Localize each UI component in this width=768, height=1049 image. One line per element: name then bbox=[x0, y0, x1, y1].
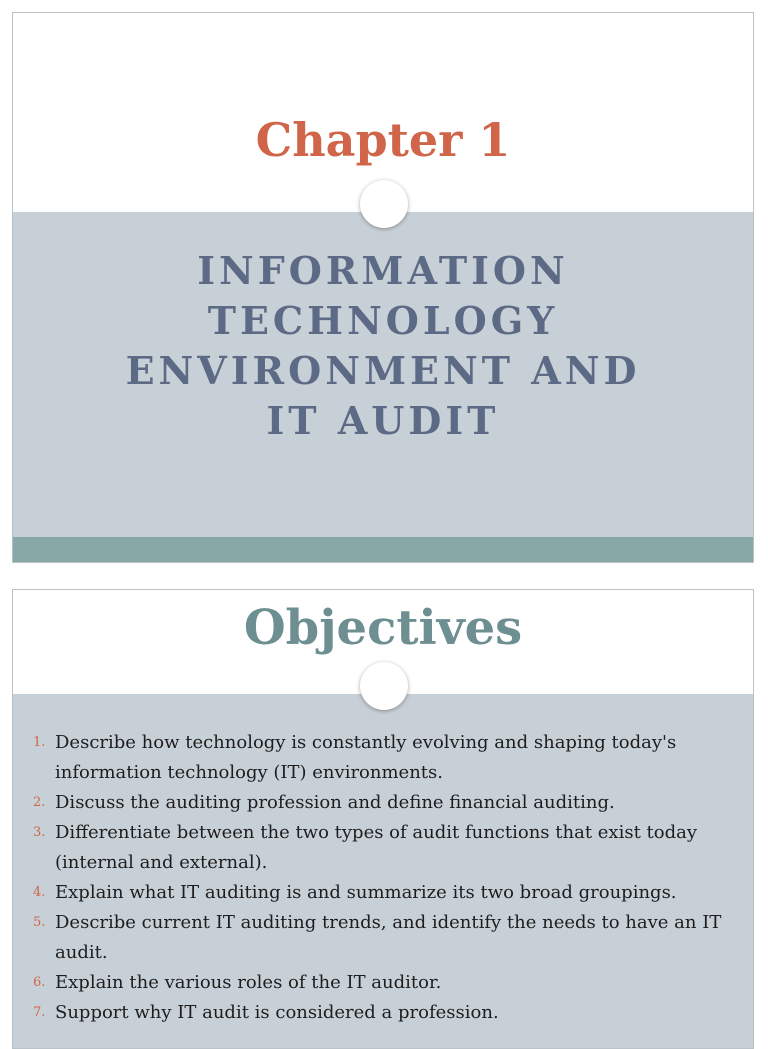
list-item bbox=[13, 728, 753, 788]
list-item bbox=[13, 908, 753, 968]
subtitle-line: TECHNOLOGY bbox=[207, 298, 559, 343]
divider-circle bbox=[360, 180, 408, 228]
list-item-text: Discuss the auditing profession and define financial auditing. bbox=[55, 792, 615, 813]
list-number: 6. bbox=[33, 975, 46, 990]
list-item bbox=[13, 788, 753, 818]
objectives-list bbox=[13, 728, 753, 1028]
list-item-text: Explain what IT auditing is and summarize its two broad groupings. bbox=[55, 882, 677, 903]
divider-circle bbox=[360, 662, 408, 710]
subtitle-line: IT AUDIT bbox=[266, 398, 500, 443]
slide-title: Objectives bbox=[243, 600, 523, 656]
slide-subtitle bbox=[13, 246, 753, 446]
list-item-text: Explain the various roles of the IT auditor. bbox=[55, 972, 442, 993]
slide-footer-bar bbox=[13, 537, 753, 563]
list-number: 3. bbox=[33, 825, 46, 840]
list-number: 2. bbox=[33, 795, 46, 810]
list-number: 1. bbox=[33, 735, 46, 750]
list-item bbox=[13, 878, 753, 908]
subtitle-line: INFORMATION bbox=[197, 248, 569, 293]
list-item-text: Support why IT audit is considered a profession. bbox=[55, 1002, 499, 1023]
list-number: 4. bbox=[33, 885, 46, 900]
list-number: 7. bbox=[33, 1005, 46, 1020]
slide-title: Chapter 1 bbox=[255, 113, 511, 167]
list-item-text: Describe current IT auditing trends, and identify the needs to have an IT audit. bbox=[55, 912, 722, 963]
slide-objectives bbox=[12, 589, 754, 1049]
list-item bbox=[13, 818, 753, 878]
list-item-text: Describe how technology is constantly evolving and shaping today's information technology (IT) environments. bbox=[55, 732, 677, 783]
subtitle-line: ENVIRONMENT AND bbox=[125, 348, 641, 393]
list-number: 5. bbox=[33, 915, 46, 930]
slide-chapter-1 bbox=[12, 12, 754, 563]
list-item bbox=[13, 968, 753, 998]
list-item-text: Differentiate between the two types of audit functions that exist today (internal and external). bbox=[55, 822, 698, 873]
